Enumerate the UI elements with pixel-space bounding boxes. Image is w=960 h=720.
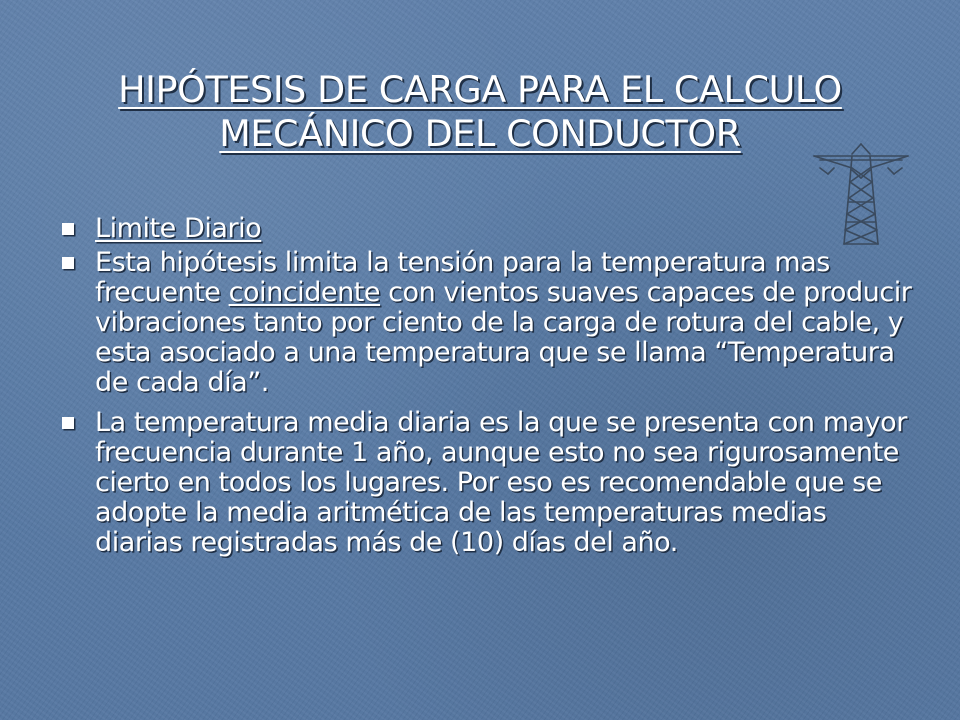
slide-title-line-2: MECÁNICO DEL CONDUCTOR — [219, 112, 741, 155]
bullet-text-underlined: coincidente — [228, 277, 381, 308]
bullet-item-limite-diario — [62, 214, 912, 244]
bullet-item-hipotesis — [62, 248, 912, 398]
slide-title-line-1: HIPÓTESIS DE CARGA PARA EL CALCULO — [118, 68, 842, 111]
bullet-text: La temperatura media diaria es la que se presenta con mayor frecuencia durante 1 año, aunque esto no sea rigurosamente cierto en todos los lugares. Por eso es recomendable que se adopte la media aritmética de las temperaturas medias diarias registradas más de (10) días del año. — [95, 407, 907, 558]
bullet-list — [62, 214, 912, 558]
bullet-text: Limite Diario — [95, 213, 262, 244]
bullet-text-end: con vientos suaves capaces de producir vibraciones tanto por ciento de la carga de rotura del cable, y esta asociado a una temperatura que se llama “Temperatura de cada día”. — [95, 277, 912, 398]
bullet-text-start: Esta hipótesis limita la tensión para la temperatura mas frecuente — [95, 247, 830, 308]
square-bullet-icon — [62, 223, 74, 235]
square-bullet-icon — [62, 417, 74, 429]
slide-title — [60, 68, 900, 156]
square-bullet-icon — [62, 257, 74, 269]
bullet-item-temperatura-media — [62, 408, 912, 558]
